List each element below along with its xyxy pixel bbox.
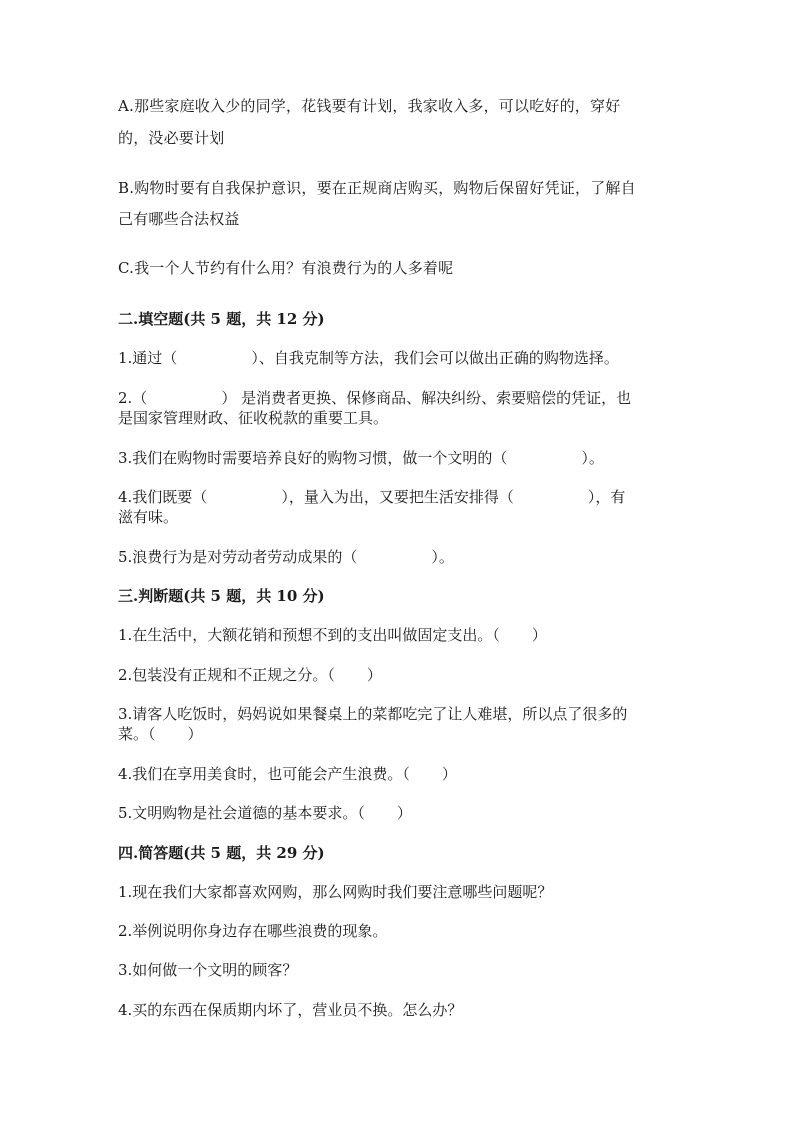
judge-question-2: 2.包装没有正规和不正规之分。（ ） — [118, 666, 382, 684]
fill-question-5: 5.浪费行为是对劳动者劳动成果的（ ）。 — [118, 548, 454, 566]
fill-question-4: 4.我们既要（ ），量入为出，又要把生活安排得（ ），有 — [118, 488, 626, 506]
option-b-line1: B.购物时要有自我保护意识，要在正规商店购买，购物后保留好凭证，了解自 — [118, 179, 636, 197]
option-a-line1: A.那些家庭收入少的同学，花钱要有计划，我家收入多，可以吃好的，穿好 — [118, 97, 621, 115]
judge-question-1: 1.在生活中，大额花销和预想不到的支出叫做固定支出。（ ） — [118, 626, 547, 644]
judge-question-5: 5.文明购物是社会道德的基本要求。（ ） — [118, 804, 412, 822]
judge-question-3-line2: 菜。（ ） — [118, 725, 203, 743]
fill-question-2: 2.（ ） 是消费者更换、保修商品、解决纠纷、索要赔偿的凭证，也 — [118, 389, 632, 407]
fill-question-4-line2: 滋有味。 — [118, 508, 179, 526]
fill-question-3: 3.我们在购物时需要培养良好的购物习惯，做一个文明的（ ）。 — [118, 449, 604, 467]
short-question-2: 2.举例说明你身边存在哪些浪费的现象。 — [118, 922, 388, 940]
short-question-4: 4.买的东西在保质期内坏了，营业员不换。怎么办？ — [118, 1001, 463, 1019]
fill-question-2-line2: 是国家管理财政、征收税款的重要工具。 — [118, 409, 389, 427]
option-a-line2: 的，没必要计划 — [118, 129, 225, 147]
section4-heading: 四.简答题(共 5 题，共 29 分) — [118, 844, 325, 862]
short-question-3: 3.如何做一个文明的顾客？ — [118, 961, 298, 979]
judge-question-4: 4.我们在享用美食时，也可能会产生浪费。（ ） — [118, 765, 457, 783]
option-c-line1: C.我一个人节约有什么用？有浪费行为的人多着呢 — [118, 259, 454, 277]
short-question-1: 1.现在我们大家都喜欢网购，那么网购时我们要注意哪些问题呢？ — [118, 883, 553, 901]
section2-heading: 二.填空题(共 5 题，共 12 分) — [118, 310, 325, 328]
fill-question-1: 1.通过（ ）、自我克制等方法，我们会可以做出正确的购物选择。 — [118, 349, 619, 367]
judge-question-3: 3.请客人吃饭时，妈妈说如果餐桌上的菜都吃完了让人难堪，所以点了很多的 — [118, 705, 628, 723]
option-b-line2: 己有哪些合法权益 — [118, 210, 240, 228]
section3-heading: 三.判断题(共 5 题，共 10 分) — [118, 587, 325, 605]
